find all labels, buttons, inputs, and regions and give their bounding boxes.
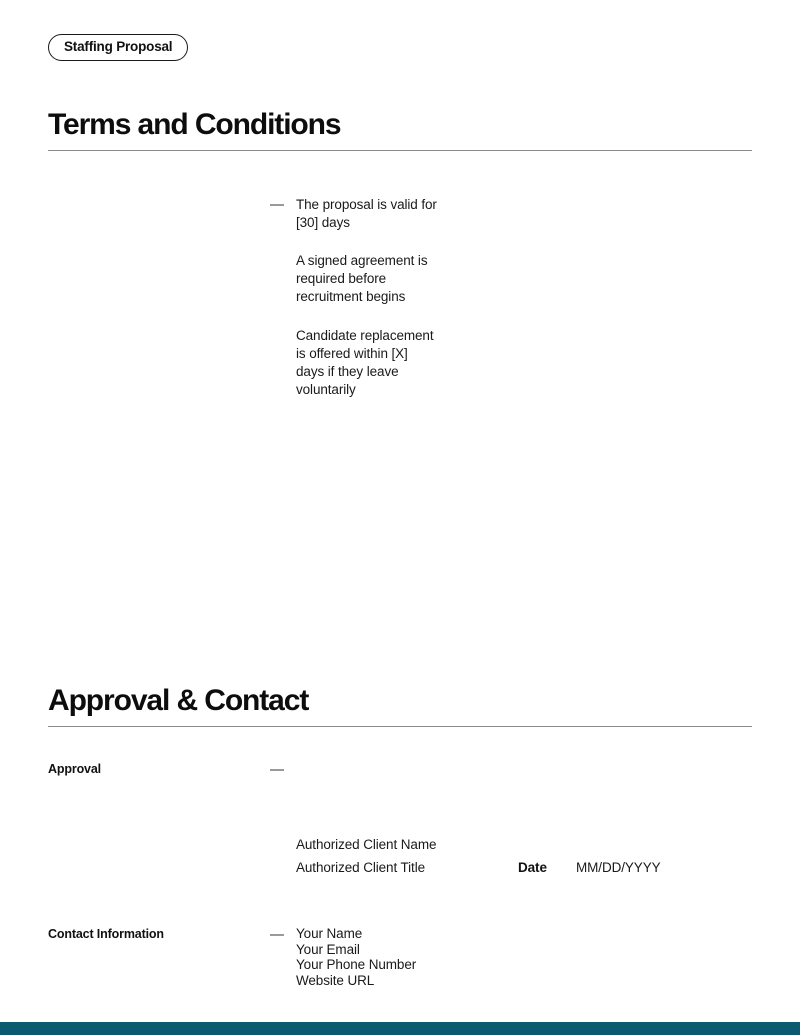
terms-item-dash xyxy=(270,196,296,206)
approval-label: Approval xyxy=(48,762,101,777)
dash-icon xyxy=(270,769,284,771)
document-type-badge: Staffing Proposal xyxy=(48,34,188,61)
section-divider-approval xyxy=(48,726,752,727)
signature-name-dash-placeholder xyxy=(270,834,296,842)
dash-icon xyxy=(270,204,284,206)
section-heading-terms: Terms and Conditions xyxy=(48,107,341,141)
signature-name-row xyxy=(48,834,752,880)
approval-and-contact-section xyxy=(48,684,752,989)
section-divider-terms xyxy=(48,150,752,151)
signature-name-body xyxy=(296,834,752,880)
contact-information-label: Contact Information xyxy=(48,926,164,941)
approval-row xyxy=(48,761,752,777)
contact-line: Your Phone Number xyxy=(296,957,417,973)
terms-item-dash-placeholder xyxy=(270,327,296,335)
authorized-client-title-row xyxy=(296,857,752,880)
footer-accent-bar xyxy=(0,1022,800,1035)
terms-item-text: The proposal is valid for [30] days xyxy=(296,196,437,230)
contact-line: Your Email xyxy=(296,941,360,957)
terms-item-text: Candidate replacement is offered within [X] days if they leave voluntarily xyxy=(296,327,434,398)
authorized-client-name-row xyxy=(296,834,752,857)
terms-item-dash-placeholder xyxy=(270,252,296,260)
terms-list-item xyxy=(48,252,438,307)
contact-line: Website URL xyxy=(296,973,375,989)
contact-dash xyxy=(270,926,296,936)
terms-list-item xyxy=(48,196,438,232)
contact-line: Your Name xyxy=(296,925,363,941)
section-heading-approval: Approval & Contact xyxy=(48,684,309,718)
approval-dash xyxy=(270,761,296,771)
contact-information-row xyxy=(48,926,752,990)
authorized-client-name: Authorized Client Name xyxy=(296,836,437,852)
date-value: MM/DD/YYYY xyxy=(576,859,661,875)
terms-list xyxy=(48,196,752,400)
contact-information-body xyxy=(296,926,752,990)
badge-row xyxy=(48,0,752,61)
dash-icon xyxy=(270,934,284,936)
terms-item-text: A signed agreement is required before recruitment begins xyxy=(296,252,428,305)
signature-block xyxy=(48,834,752,880)
date-label: Date xyxy=(518,859,547,875)
terms-list-item xyxy=(48,327,438,400)
authorized-client-title: Authorized Client Title xyxy=(296,859,426,875)
terms-and-conditions-section xyxy=(48,108,752,400)
